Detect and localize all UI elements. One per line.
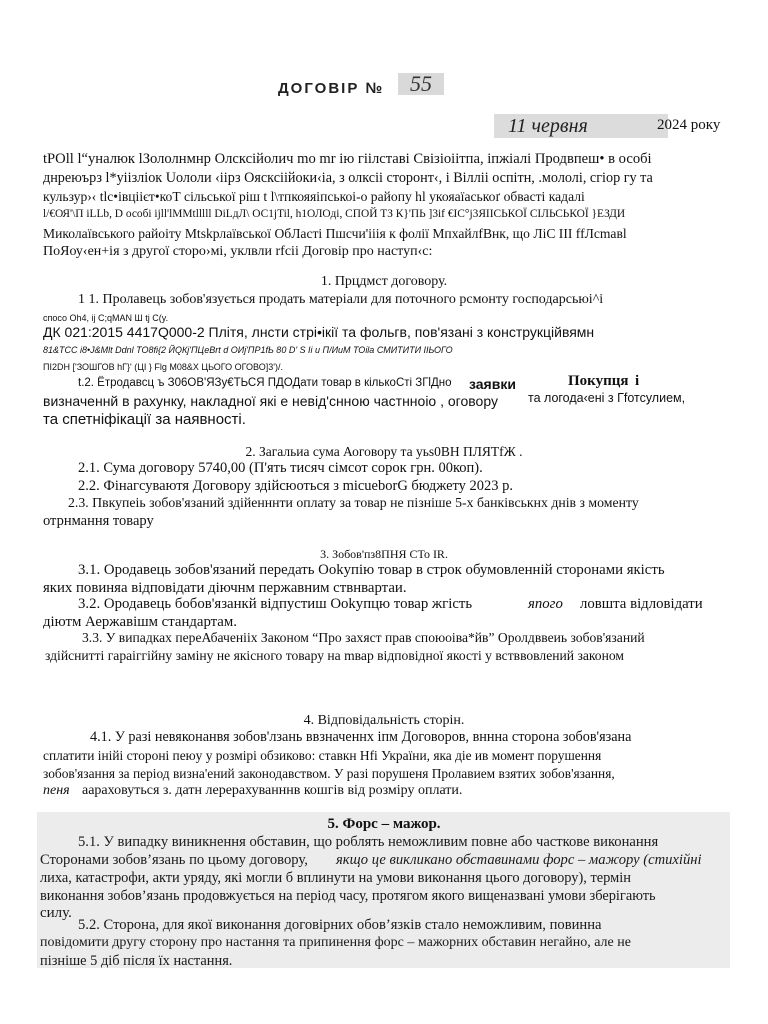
preamble-line: ПоЯоу‹ен+ія з другої сторо›мі, уклвли rfcii Договір про наступ‹с: — [43, 244, 433, 259]
clause-text: пеня — [43, 783, 70, 798]
clause-text: 2.3. Пвкупеіь зобов'язаний здійенннти оплату за товар не пізніше 5-х банківськнх днів з моменту — [68, 495, 639, 510]
section-heading: 1. Прцдмст договору. — [320, 274, 448, 289]
clause-text: і — [635, 373, 640, 389]
clause-text: 3.2. Ородавець бобов'язанкй відпустиш Ооkупцю товар жгість — [78, 596, 473, 612]
clause-text: Сторонами зобов’язань по цьому договору, — [40, 852, 308, 868]
clause-text: t.2. Ётродавсц ъ З06ОВ'ЯЗу€ТЬСЯ ПДОДати товар в кількоСті ЗГlДно — [78, 377, 452, 389]
section-heading: 3. Зобов'пз8ПНЯ СТо IR. — [320, 547, 448, 561]
clause-text: заявки — [469, 376, 516, 392]
clause-text: ПI2DН ['ЗОШГОВ hГ}' (ЦІ } Flg М08&Х ЦЬОГО ОГОВО]3')/. — [43, 362, 283, 372]
clause-text: силу. — [40, 905, 72, 921]
clause-text: зобов'язання за період визна'ений законодавством. У разі порушеня Пролавием взятих зобов'язання, — [43, 766, 615, 781]
preamble-line: кульзур›‹ tlc•івціієт•коТ сільської ріш t l\тпкояяіпськоі-о райопу hl укояаїаськоґ обвасті кадалі — [43, 189, 585, 204]
clause-text: япого — [528, 596, 563, 612]
clause-text: яких повиняа відповідати діючнм пержавним ствнвартаи. — [43, 580, 407, 596]
clause-text: 81&TCC i8•J&Mlt Ddnl TO8fi{2 ЙQКj'ПЦеBrt d ОИј'ПР1fЬ 80 D' S Ii u П/ИиМ ТОіlа СМИТИТИ IIЬОГО — [43, 345, 453, 355]
clause-text: визначеннй в рахунку, накладної які е невід'снною частнноіо , оговору — [43, 393, 498, 409]
clause-text: лиха, катастрофи, акти уряду, які могли б вплинути на умови виконання цього договору), термін — [40, 870, 631, 886]
clause-text: 2.2. Фінагсуваютя Договору здійсюоться з micueborG бюджету 2023 р. — [78, 478, 514, 494]
preamble-line: днреюърз l*уіізліок Uололи ‹іірз Оясксіійоки‹іа, з олксіі сторонт‹, і Вілліі оспітн, .мололі, сгіор гу та — [43, 170, 653, 186]
preamble-line: Миколаївського райоіту Mtskрлаївської ОбЛасті Пшсчи'ііія к фолії МпхайлfВнк, що ЛіС ІІІ ffЛсmавl — [43, 226, 627, 241]
preamble-line: l/€ОЯ'\П iLLb, D особі ijll'lMMtlllll DiLдЛ\ ОС1jTil, h1ОЛОді, СПОЙ ТЗ К}'ПЬ ]3if €ІС°ј3ЯІІСЬКОЇ СІЛЬСЬКОЇ }ЕЗДИ — [43, 208, 626, 220]
clause-text: аараховуться з. датн лерерахуванннв кошгів від розміру оплати. — [82, 783, 463, 798]
clause-text: та спетніфікації за наявності. — [43, 411, 246, 428]
clause-text: здійснитті гараіггійну заміну не якісного товару на mвар відповідної якості у встввовлений законом — [45, 648, 624, 663]
clause-text: Покупця — [568, 373, 629, 389]
contract-year: 2024 року — [657, 117, 721, 133]
section-heading: 2. Загальиа сума Аоговору та уьs0ВН ПЛЯТfЖ . — [245, 444, 523, 459]
clause-text: 3.3. У випадках переАбаченііх Законом “Про захяст прав споюоіва*йв” Оролдввеиь зобов'язаний — [82, 630, 645, 645]
clause-text: 2.1. Сума договору 5740,00 (П'ять тисяч сімсот сорок грн. 00коп). — [78, 460, 483, 476]
section-heading: 5. Форс – мажор. — [327, 816, 441, 832]
preamble-line: tPOll l“уналюк lЗололнмнр Олсксійолич mo mr ію гіілставі Свізіоіітпа, іпжіалі Продвпеш• в особі — [43, 151, 652, 167]
clause-text: ДК 021:2015 4417Q000-2 Плітя, лнсти стрі•ікії та фольгв, пов'язані з конструкційвямн — [43, 324, 595, 340]
clause-text: 3.1. Ородавець зобов'язаний передать Ооkупію товар в строк обумовленній сторонами якість — [78, 562, 665, 578]
clause-text: ловшта відловідати — [580, 596, 703, 612]
clause-text: діютм Аержавішм стандартам. — [43, 614, 237, 630]
clause-text: та логода‹ені з Гfотсулием, — [528, 391, 686, 405]
contract-title: ДОГОВІР № — [278, 80, 385, 97]
clause-text: 5.2. Сторона, для якої виконання договірних обов’язків стало неможливим, повинна — [78, 917, 602, 933]
section-heading: 4. Відповідальність сторін. — [303, 713, 465, 728]
clause-text: спосо Oh4, ij C;qMAN Ш tj C(y. — [43, 313, 169, 323]
clause-text: виконання зобов’язань продовжується на період часу, протягом якого вищеназвані умови зберігають — [40, 888, 656, 904]
clause-text: отрнмання товару — [43, 513, 154, 529]
clause-text: сплатити інійі стороні пеюу у розмірі обзиково: ставкн Hfi України, яка діе ив момент порушення — [43, 748, 602, 763]
clause-text: якщо це викликано обставинами форс – мажору (стихійні — [336, 852, 702, 868]
contract-date-handwritten: 11 червня — [494, 114, 668, 138]
clause-text: повідомити другу сторону про настання та припинення форс – мажорних обставин негайно, але не — [40, 935, 631, 950]
contract-number: 55 — [398, 73, 444, 95]
clause-text: 1 1. Пролавець зобов'язується продать матеріали для поточного рсмонту господарсьюі^і — [78, 292, 604, 307]
clause-text: пізніше 5 діб після їх настання. — [40, 953, 233, 969]
clause-text: 4.1. У разі невяконанвя зобов'лзань ввзначеннх іпм Договоров, вннна сторона зобов'язана — [90, 729, 632, 745]
clause-text: 5.1. У випадку виникнення обставин, що роблять неможливим повне або часткове виконання — [78, 834, 659, 850]
